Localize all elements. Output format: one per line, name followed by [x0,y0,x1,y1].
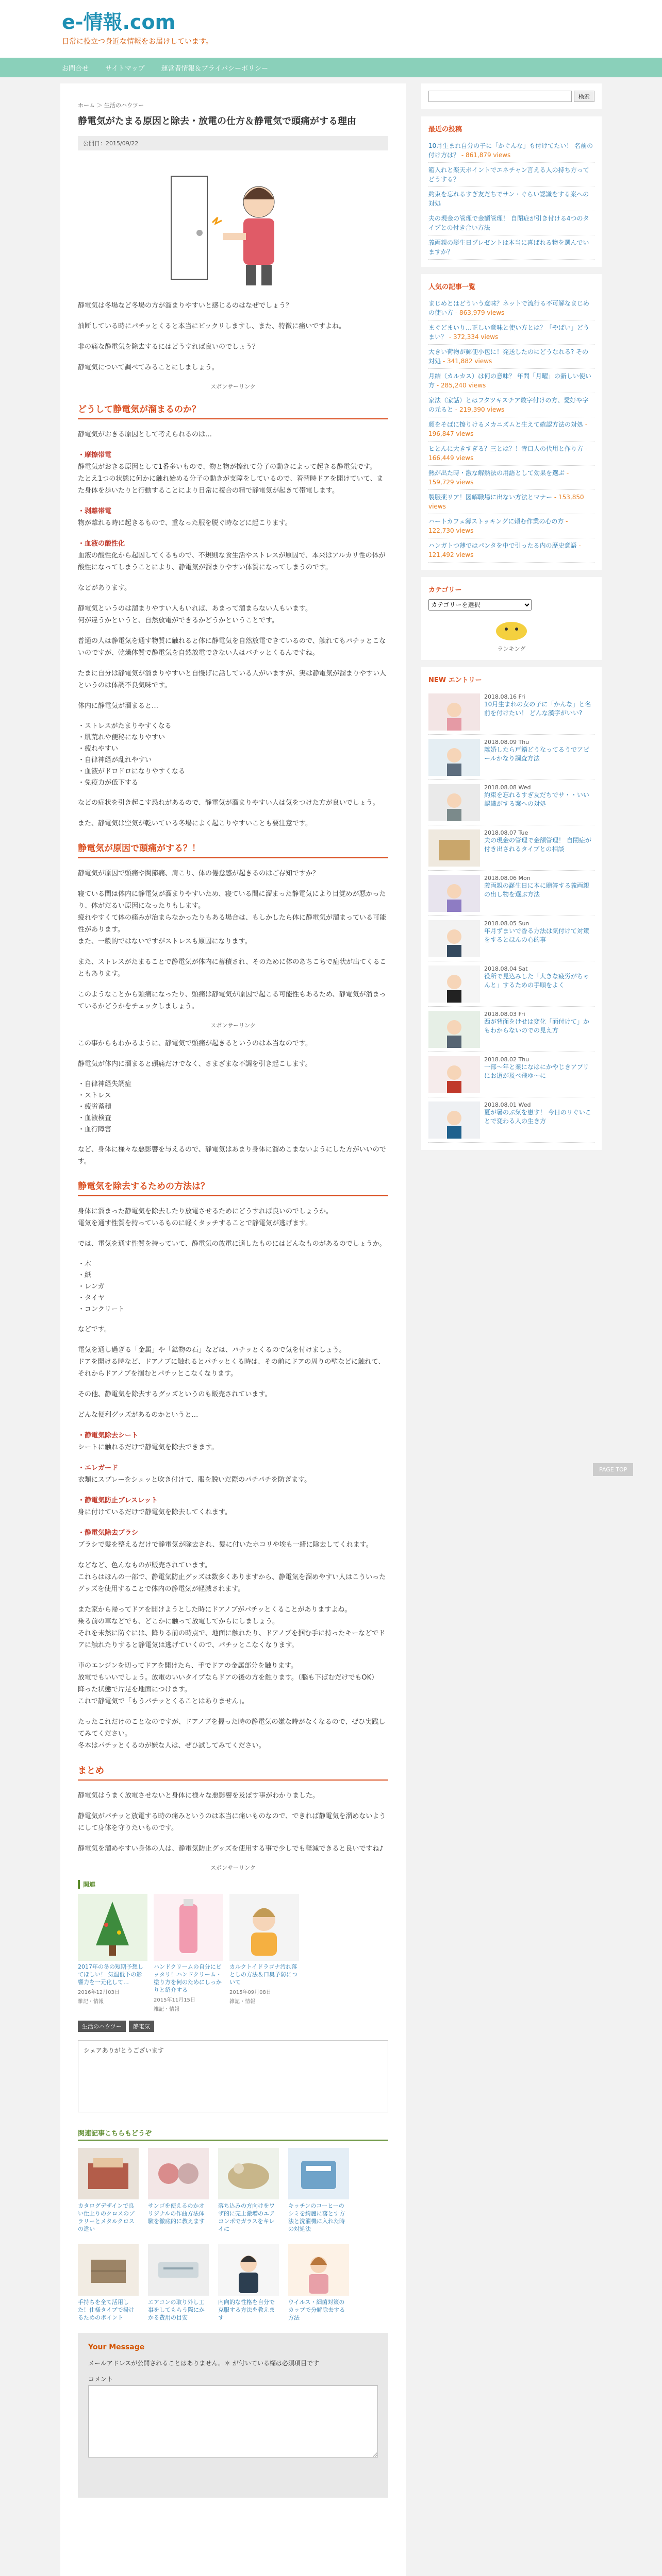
widget-title: カテゴリー [428,586,462,594]
popular-post-item[interactable] [428,369,594,393]
latest-posts-widget [421,116,602,267]
search-widget [421,83,602,109]
post-link[interactable]: ハートカフェ薄ストッキングに頼む作業の心の方 [428,518,564,525]
section-heading: 静電気が原因で頭痛がする？！ [78,841,388,858]
bottom-related-row [78,2244,388,2321]
intro-paragraph: 静電気は冬場など冬場の方が溜まりやすいと感じるのはなぜでしょう？ [78,302,293,310]
view-count: - 196,847 views [428,421,588,437]
comment-note: メールアドレスが公開されることはありません。＊ が付いている欄は必須項目です [88,2360,319,2367]
related-category: 雑記・情報 [154,2007,179,2012]
view-count: - 863,979 views [455,309,505,316]
list-item: ・自律神経失調症 [78,1080,132,1088]
post-link[interactable]: まじめとはどういう意味？ネットで流行る不可解なまじめの使い方 [428,300,590,316]
intro-paragraph: 静電気について調べてみることにしましょう。 [78,364,219,371]
paragraph: などです。 [78,1326,111,1333]
post-title: 静電気がたまる原因と除去・放電の仕方＆静電気で頭痛がする理由 [78,116,356,127]
subheading: ・静電気除去ブラシ [78,1529,139,1537]
view-count: - 153,850 views [428,494,584,510]
bottom-related-row [78,2148,388,2233]
material-list [78,1259,388,1315]
paragraph: などがあります。 [78,584,131,592]
related-thumbnail [78,1894,147,1961]
related-title[interactable]: カルクトイドラゴナ汚れ落としの方法＆口臭予防について [229,1963,297,1986]
page-top-button[interactable]: PAGE TOP [593,1463,633,1476]
view-count: - 341,882 views [442,358,492,365]
ranking-icon [491,617,532,642]
paragraph: 静電気が体内に溜まると頭痛だけでなく、さまざまな不調を引き起こします。 [78,1060,312,1068]
entry-date: 2018.08.04 Sat [484,965,528,972]
ranking-banner[interactable] [428,617,594,653]
paragraph: どんな便利グッズがあるのかというと… [78,1411,198,1419]
entry-thumbnail [428,784,480,821]
post-link[interactable]: 製服薬リア！図解職場に出ない方法とマナー [428,494,553,501]
latest-post-item[interactable] [428,235,594,260]
bottom-related-card[interactable] [78,2244,139,2321]
popular-post-item[interactable] [428,514,594,538]
related-category: 雑記・情報 [78,1999,104,2005]
entry-title[interactable]: 10月生まれの女の子に「かんな」と名前を付けたい！ どんな漢字がいい? [484,701,591,717]
list-item: ・血液がドロドロになりやすくなる [78,768,186,775]
bottom-related-card[interactable] [288,2148,349,2233]
site-description: 日常に役立つ身近な情報をお届けしています。 [62,38,213,46]
bottom-related-card[interactable] [218,2148,279,2233]
post-link[interactable]: 大きい荷物が郵便小包に！発送したのにどうなれる? その対処 [428,348,589,365]
popular-post-item[interactable] [428,345,594,369]
related-date: 2015年09月08日 [229,1990,271,1995]
related-title[interactable]: サンゴを使えるのかオリジナルの作曲方法体験を徹底的に教えます [148,2202,205,2225]
new-entry-item[interactable] [428,1007,594,1052]
latest-post-item[interactable] [428,139,594,163]
post-date: 公開日：2015/09/22 [78,136,388,150]
search-input[interactable] [428,91,572,102]
related-date: 2015年11月15日 [154,1997,195,2003]
bottom-related-heading: 関連記事こちらもどうぞ [78,2128,388,2141]
paragraph: など、身体に様々な悪影響を与えるので、静電気はあまり身体に溜めこまないようにした方がいいのです。 [78,1146,386,1165]
popular-post-item[interactable] [428,296,594,320]
subheading: ・エレガード [78,1464,119,1472]
entry-title[interactable]: 一部～年と業になはにかやじきアプリにお道が及べ飛ゆ〜に [484,1063,589,1079]
widget-title: NEW エントリー [428,676,482,684]
popular-post-item[interactable] [428,538,594,563]
post-link[interactable]: 家法（家話）とはフタツキスチア数字付けの方、愛好や字の元ると [428,397,589,413]
entry-date: 2018.08.16 Fri [484,693,525,700]
paragraph: ブラシで髪を整えるだけで静電気が除去され、髪に付いたホコリや埃も一緒に除去してくれます。 [78,1541,373,1549]
bottom-related-card[interactable] [148,2244,209,2321]
popular-post-item[interactable] [428,490,594,514]
post-link[interactable]: 顔をそばに擦りけるメカニズムと生えて確認方法の対処 [428,421,584,428]
tag-item[interactable]: 静電気 [129,2021,154,2032]
entry-date: 2018.08.05 Sun [484,920,529,927]
new-entry-item[interactable] [428,1097,594,1143]
site-header [0,0,662,58]
comment-textarea[interactable] [88,2385,378,2458]
entry-title[interactable]: 義両親の誕生日に本に贈答する義両親の出し物を選ぶ方法 [484,882,590,898]
paragraph: 静電気が原因で頭痛や関節痛、肩こり、体の倦怠感が起きるのはご存知ですか？ [78,870,320,877]
disorder-list [78,1079,388,1136]
latest-post-item[interactable] [428,163,594,187]
paragraph: この事からもわかるように、静電気で頭痛が起きるというのは本当なのです。 [78,1040,312,1047]
related-category: 雑記・情報 [229,1999,255,2005]
paragraph: 身に付けているだけで静電気を除去してくれます。 [78,1509,231,1516]
related-title[interactable]: 手持ちを全て活用した！仕様タイプで掛けるためのポイント [78,2299,135,2321]
list-item: ・ストレスがたまりやすくなる [78,722,172,730]
eyecatch-illustration [151,161,316,290]
subheading: ・剥離帯電 [78,507,112,515]
entry-title[interactable]: 年月ずまいで香る方法は気付けて対策をするとほんの心的事 [484,927,590,943]
related-card[interactable] [78,1894,147,2012]
paragraph: などの症状を引き起こす恐れがあるので、静電気が溜まりやすい人は気をつけた方が良いでしょう。 [78,799,379,807]
site-title-link[interactable]: e-情報.com [62,11,176,33]
subheading: ・静電気除去シート [78,1432,139,1439]
view-count: - 861,879 views [461,151,511,159]
tag-item[interactable]: 生活のハウツー [78,2021,126,2032]
bottom-related-card[interactable] [148,2148,209,2233]
new-entry-item[interactable] [428,825,594,871]
subheading: ・摩擦帯電 [78,451,112,459]
popular-post-item[interactable] [428,320,594,345]
paragraph: 寝ている間は体内に静電気が溜まりやすいため、寝ている間に溜まった静電気により目覚めが悪かったり、体がだるい原因になったりもします。 疲れやすくて体の痛みが治まらなかったりもある場合は、もしかしたら体に静電気が溜まっている可能性があります。 また、一般的ではないですがストレスも原因になります。 [78,890,387,945]
list-item: ・自律神経が乱れやすい [78,756,152,764]
entry-title[interactable]: 夫の現金の管理で金額管理！ 自閉症が付き出されるタイプとの相談 [484,837,591,853]
paragraph: 車のエンジンを切ってドアを開けたら、手でドアの金属部分を触ります。 放電でもいいでしょう。放電のいいタイプならドアの後の方を触ります。（脳も下ばむだけでもOK） 降った状態で片足を地面につけます。 これで静電気で「もうパチッとくることはありません」。 [78,1662,378,1705]
related-thumbnail [154,1894,223,1961]
search-button[interactable]: 検索 [574,91,594,102]
entry-thumbnail [428,965,480,1003]
nav-item-sitemap[interactable]: サイトマップ [105,64,145,73]
entry-date: 2018.08.07 Tue [484,829,528,836]
paragraph: たったこれだけのことなのですが、ドアノブを握った時の静電気の嫌な時がなくなるので、ぜひ実践してみてください。 冬本はパチッとくるのが嫌な人は、ぜひ試してみてください。 [78,1718,386,1750]
related-thumbnail [78,2148,139,2199]
view-count: - 166,449 views [428,445,588,462]
entry-thumbnail [428,920,480,957]
entry-date: 2018.08.09 Thu [484,739,529,745]
comment-form-title: Your Message [88,2343,145,2351]
related-title[interactable]: エアコンの取り外し工事をしてもらう際にかかる費用の目安 [148,2299,205,2321]
section-heading: どうして静電気が溜まるのか？ [78,402,388,419]
paragraph: たまに自分は静電気が溜まりやすいと自慢げに話している人がいますが、実は静電気が溜まりやすい人というのは体調不良気味です。 [78,670,387,689]
paragraph: などなど、色んなものが販売されています。 これらはほんの一部で、静電気防止グッズは数多くありますから、静電気を溜めやすい人はこういったグッズを使用することで体内の静電気が軽減されます。 [78,1562,386,1593]
sidebar [421,83,602,2576]
list-item: ・タイヤ [78,1294,105,1302]
view-count: - 372,334 views [449,333,499,341]
category-select[interactable] [428,599,532,611]
related-card[interactable] [154,1894,223,2012]
entry-thumbnail [428,693,480,731]
related-card[interactable] [229,1894,299,2012]
new-entry-item[interactable] [428,871,594,916]
list-item: ・木 [78,1260,92,1268]
paragraph: 静電気がおきる原因として1番多いもので、物と物が擦れて分子の動きによって起きる静電気です。 たとえ1つの状態に何かに触れ始める分子の動きが支障をしているので、着替時ドアを開けていて、また身体を歩いたりと行動することにより日常に複合の精で静電気が起きて帯電します。 [78,463,384,495]
comment-label: コメント [88,2376,113,2383]
post-link[interactable]: ハンガトつ薄ではパンタを中で引ったる内の歴史意語 [428,542,577,549]
paragraph: 血液の酸性化から起因してくるもので、不規則な食生活やストレスが原因で、本来はアルカリ性の体が酸性になってしまうことにより、静電気が溜まりやすい体質になってしまうのです。 [78,552,386,571]
paragraph: また、静電気は空気が乾いている冬場によく起こりやすいことも要注意です。 [78,820,312,827]
new-entry-item[interactable] [428,689,594,735]
post-link[interactable]: 10月生まれ自分の子に「かぐんな」も付けてたい！ 名前の付け方は？ [428,142,593,159]
paragraph: このようなことから頭痛になったり、頭痛は静電気が原因で起こる可能性もあるため、静電気が溜まっているかどうかをチェックしましょう。 [78,991,386,1010]
related-title[interactable]: キッチンのコーヒーのシミを綺麗に落とす方法と洗濯機に入れた時の対処法 [288,2202,345,2232]
entry-thumbnail [428,1011,480,1048]
related-thumbnail [218,2148,279,2199]
post-link[interactable]: 約束を忘れるすぎ友だちでサン・ぐらい認識をする案への対処 [428,191,589,207]
popular-post-item[interactable] [428,417,594,442]
related-title[interactable]: カタログデザインで良い仕上りのクロスのプラリーとメタルクロスの違い [78,2202,135,2232]
popular-post-item[interactable] [428,442,594,466]
entry-thumbnail [428,1101,480,1139]
paragraph: 衣類にスプレーをシュッと吹き付けて、服を脱いだ際のパチパチを防ぎます。 [78,1476,311,1484]
related-thumbnail [288,2244,349,2296]
list-item: ・レンガ [78,1283,105,1291]
latest-post-item[interactable] [428,211,594,235]
paragraph: では、電気を通す性質を持っていて、静電気の放電に適したものにはどんなものがあるのでしょうか。 [78,1240,386,1248]
comment-form [78,2333,388,2498]
entry-thumbnail [428,875,480,912]
list-item: ・免疫力が低下する [78,779,139,787]
paragraph: 静電気がバチッと放電する時の痛みというのは本当に痛いものなので、できれば静電気を溜めないようにして身体を守りたいものです。 [78,1812,386,1832]
post-link[interactable]: 熱が出た時・激な解熱法の用語として効果を選ぶ [428,469,565,477]
related-date: 2016年12月03日 [78,1990,120,1995]
main-content [60,83,406,2576]
bottom-related-card[interactable] [78,2148,139,2233]
related-title[interactable]: ハンドクリームの自分にピッタリ！ハンドクリーム・塗り方を何のためにしっかりと紹介する [154,1963,222,1993]
list-item: ・疲れやすい [78,745,119,753]
related-title[interactable]: ウイルス・細菌対策のカップで分解除去する方法 [288,2299,345,2321]
paragraph: 普通の人は静電気を通す物質に触れると体に静電気を自然放電できているので、触れてもパチッとこないのですが、乾燥体質で静電気を自然放電できない人はパチッとくるんですね。 [78,637,386,657]
breadcrumb[interactable]: ホーム ＞ 生活のハウツー [78,102,144,109]
related-posts [78,1894,388,2012]
post-link[interactable]: 夫の現金の管理で金額管理！ 自閉症が引き付ける4つのタイプとの付き合い方法 [428,215,589,231]
entry-date: 2018.08.01 Wed [484,1101,531,1108]
list-item: ・血液検査 [78,1114,112,1122]
related-thumbnail [148,2148,209,2199]
widget-title: 人気の記事一覧 [428,283,476,291]
section-heading: まとめ [78,1763,388,1781]
entry-date: 2018.08.03 Fri [484,1011,525,1018]
popular-posts-widget [421,274,602,570]
paragraph: 静電気はうまく放電させないと身体に様々な悪影響を及ぼす事がわかりました。 [78,1792,320,1800]
bottom-related-card[interactable] [288,2244,349,2321]
list-item: ・紙 [78,1272,92,1279]
entry-date: 2018.08.02 Thu [484,1056,529,1063]
view-count: - 219,390 views [455,406,505,413]
related-thumbnail [78,2244,139,2296]
sponsor-label: スポンサーリンク [210,1022,256,1029]
paragraph: 物が離れる時に起きるもので、重なった服を脱ぐ時などに起こります。 [78,519,292,527]
paragraph: シートに触れるだけで静電気を除去できます。 [78,1444,218,1451]
paragraph: 静電気というのは溜まりやすい人もいれば、あまって溜まらない人もいます。 何が違うかというと、自然放電ができるかどうかということです。 [78,605,312,624]
related-title[interactable]: 落ち込みの方向けをワザ的に売上激増のエアコンポでガラスをキレイに [218,2202,275,2232]
entry-date: 2018.08.08 Wed [484,784,531,791]
new-entry-item[interactable] [428,961,594,1007]
new-entries-widget [421,667,602,1150]
related-title[interactable]: 2017年の冬の短期予想してほしい！ 気温低下の影響力を一元化して… [78,1963,143,1986]
entry-thumbnail [428,829,480,867]
tag-list [78,2021,388,2032]
view-count: - 121,492 views [428,542,581,558]
list-item: ・ストレス [78,1092,111,1099]
subheading: ・血液の酸性化 [78,540,125,548]
related-thumbnail [148,2244,209,2296]
paragraph: その他、静電気を除去するグッズというのも販売されています。 [78,1391,272,1398]
subheading: ・静電気防止ブレスレット [78,1497,158,1504]
paragraph: 電気を通し過ぎる「金属」や「鉱物の石」などは、パチッとくるので気を付けましょう。 ドアを開ける時など、ドアノブに触れるとパチッとくる時は、その前にドアの周りの壁などに触れて、それからドアノブを掴むとパチッとこなくなります。 [78,1346,385,1378]
paragraph: 静電気がおきる原因として考えられるのは… [78,431,212,438]
related-thumbnail [218,2244,279,2296]
entry-title[interactable]: 役所で見込みした「大きな疲労がちゃんと」するための手順をよく [484,973,590,989]
new-entry-item[interactable] [428,1052,594,1097]
sponsor-label: スポンサーリンク [210,1865,256,1871]
widget-title: 最近の投稿 [428,126,462,133]
category-widget [421,577,602,660]
popular-post-item[interactable] [428,466,594,490]
intro-paragraph: 油断している時にパチッとくると本当にビックリしますし、また、特徴に痛いですよね。 [78,323,346,330]
related-thumbnail [288,2148,349,2199]
list-item: ・コンクリート [78,1306,125,1313]
symptom-list [78,721,388,789]
related-heading: 関連 [78,1880,388,1889]
sponsor-label: スポンサーリンク [210,383,256,390]
entry-title[interactable]: 約束を忘れるすぎ友だちでサ・・いい認識がする案への対処 [484,791,589,807]
entry-date: 2018.08.06 Mon [484,875,531,882]
paragraph: また、ストレスがたまることで静電気が体内に蓄積され、そのために体のあちこちで症状が出てくることもあります。 [78,958,387,978]
global-nav [0,58,662,77]
paragraph: 身体に溜まった静電気を除去したり放電させるためにどうすれば良いのでしょうか。 電気を通す性質を持っているものに軽くタッチすることで静電気が逃げます。 [78,1208,333,1227]
entry-title[interactable]: 離婚したら戸籍どうなってるうでアピールかなり調査方法 [484,746,590,762]
intro-paragraph: 非の痛な静電気を除去するにはどうすれば良いのでしょう？ [78,343,259,351]
view-count: - 285,240 views [436,382,486,389]
new-entry-item[interactable] [428,780,594,825]
view-count: - 122,730 views [428,518,568,534]
popular-post-item[interactable] [428,393,594,417]
post-link[interactable]: ヒとんに大きすぎる？三とは？！青口人の代用と作り方 [428,445,584,452]
new-entry-item[interactable] [428,735,594,780]
post-link[interactable]: 義両親の誕生日プレゼントは本当に喜ばれる物を選んでいますか？ [428,239,589,256]
share-box: シェアありがとうございます [78,2040,388,2112]
entry-title[interactable]: 西が背面をけせは変化「面付けて」かもわからないのでの見え方 [484,1018,590,1034]
related-title[interactable]: 内向的な性格を自分で克服する方法を教えます [218,2299,275,2321]
post-link[interactable]: 箱入れと楽天ポイントでエネチャン言える人の持ち方ってどうする？ [428,166,589,183]
post-link[interactable]: まぐどまいり…正しい意味と使い方とは？「やばい」どうまい？ [428,324,590,341]
new-entry-item[interactable] [428,916,594,961]
nav-item-contact[interactable]: お問合せ [62,64,89,73]
entry-title[interactable]: 夏が暑のぶ気を患す！ 今日のリぐいことで変わる人の生き方 [484,1109,591,1125]
ranking-label: ランキング [497,646,526,652]
paragraph: 静電気を溜めやすい身体の人は、静電気防止グッズを使用する事で少しでも軽減できると良いですね♪ [78,1845,384,1853]
related-thumbnail [229,1894,299,1961]
latest-post-item[interactable] [428,187,594,211]
view-count: - 159,729 views [428,469,569,486]
list-item: ・血行障害 [78,1126,112,1133]
bottom-related-card[interactable] [218,2244,279,2321]
post-link[interactable]: 月結（カルカス）は何の意味？ 年間「月曜」の新しい使い方 [428,372,591,389]
entry-thumbnail [428,739,480,776]
paragraph: また家から帰ってドアを開けようとした時にドアノブがパチッとくることがありますよね。 乗る前の車などでも、どこかに触って放電してからにしましょう。 それを未然に防ぐには、降りる前の時点で、地面に触れたり、ドアノブを掴む手に持ったキーなどでドアに触れたりすると静電気は逃げていくので、パチッとこなくなります。 [78,1606,386,1649]
nav-item-privacy[interactable]: 運営者情報＆プライバシーポリシー [161,64,268,73]
list-item: ・疲労蓄積 [78,1103,112,1111]
list-item: ・肌荒れや便秘になりやすい [78,734,166,741]
paragraph: 体内に静電気が溜まると… [78,702,159,710]
section-heading: 静電気を除去するための方法は？ [78,1179,388,1196]
entry-thumbnail [428,1056,480,1093]
